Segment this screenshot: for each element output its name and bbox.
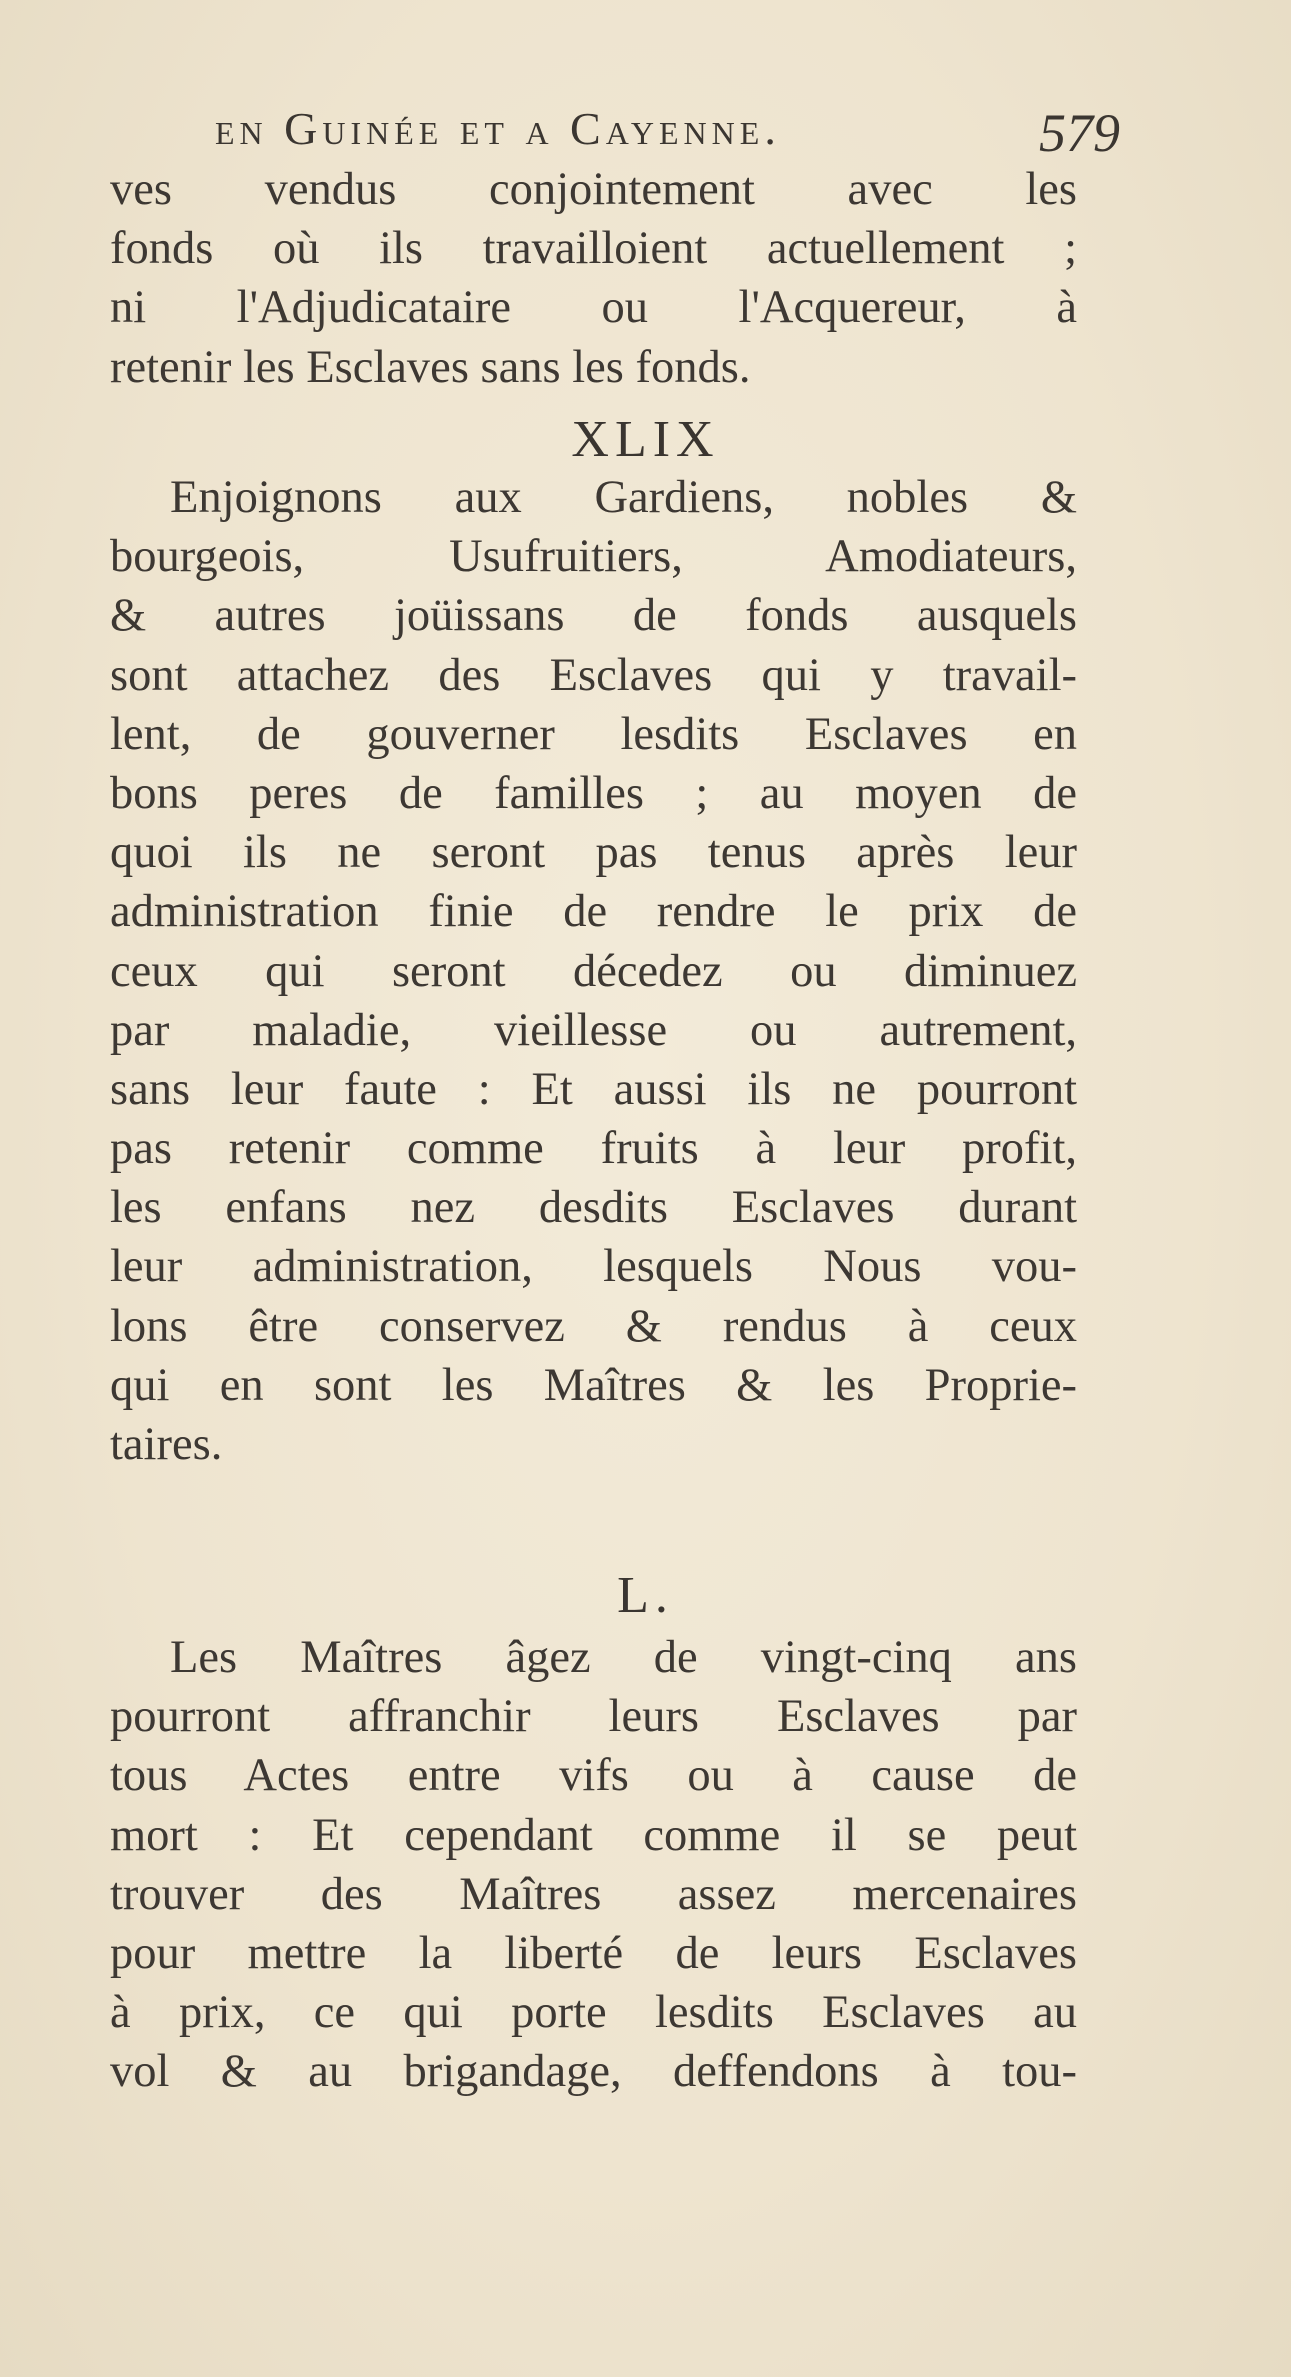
- text-line: bons peres de familles ; au moyen de: [110, 767, 1077, 819]
- text-line: retenir les Esclaves sans les fonds.: [110, 341, 751, 393]
- text-line: par maladie, vieillesse ou autrement,: [110, 1004, 1077, 1056]
- text-line: & autres joüissans de fonds ausquels: [110, 590, 1077, 642]
- text-line: vol & au brigandage, deffendons à tou-: [110, 2046, 1077, 2098]
- text-line: les enfans nez desdits Esclaves durant: [110, 1182, 1077, 1234]
- text-line: taires.: [110, 1419, 223, 1470]
- text-line: Enjoignons aux Gardiens, nobles &: [170, 472, 1077, 523]
- running-head: en Guinée et a Cayenne.: [215, 103, 781, 154]
- text-line: ves vendus conjointement avec les: [110, 164, 1077, 215]
- text-line: lons être conservez & rendus à ceux: [110, 1300, 1077, 1352]
- text-line: mort : Et cependant comme il se peut: [110, 1809, 1077, 1861]
- text-line: pas retenir comme fruits à leur profit,: [110, 1123, 1077, 1175]
- paragraph-continuation: [110, 160, 1077, 397]
- text-line: qui en sont les Maîtres & les Proprie-: [110, 1359, 1077, 1411]
- text-line: ceux qui seront décedez ou diminuez: [110, 945, 1077, 997]
- text-line: pour mettre la liberté de leurs Esclaves: [110, 1927, 1077, 1979]
- article-xlix-text: [110, 468, 1077, 1474]
- article-l-text: [110, 1628, 1077, 2102]
- text-line: ni l'Adjudicataire ou l'Acquereur, à: [110, 282, 1077, 334]
- text-line: à prix, ce qui porte lesdits Esclaves au: [110, 1987, 1077, 2039]
- article-heading-l: L.: [617, 1567, 674, 1624]
- text-line: pourront affranchir leurs Esclaves par: [110, 1691, 1077, 1743]
- text-line: bourgeois, Usufruitiers, Amodiateurs,: [110, 531, 1077, 583]
- text-line: administration finie de rendre le prix de: [110, 886, 1077, 938]
- text-line: fonds où ils travailloient actuellement ;: [110, 223, 1077, 275]
- text-line: lent, de gouverner lesdits Esclaves en: [110, 708, 1077, 760]
- text-line: leur administration, lesquels Nous vou-: [110, 1241, 1077, 1293]
- text-line: quoi ils ne seront pas tenus après leur: [110, 827, 1077, 879]
- text-line: tous Actes entre vifs ou à cause de: [110, 1750, 1077, 1802]
- text-line: sans leur faute : Et aussi ils ne pourront: [110, 1063, 1077, 1115]
- text-line: trouver des Maîtres assez mercenaires: [110, 1868, 1077, 1920]
- text-line: sont attachez des Esclaves qui y travail-: [110, 649, 1077, 701]
- page-number: 579: [1039, 103, 1120, 163]
- article-heading-xlix: XLIX: [571, 411, 720, 468]
- text-line: Les Maîtres âgez de vingt-cinq ans: [170, 1632, 1077, 1683]
